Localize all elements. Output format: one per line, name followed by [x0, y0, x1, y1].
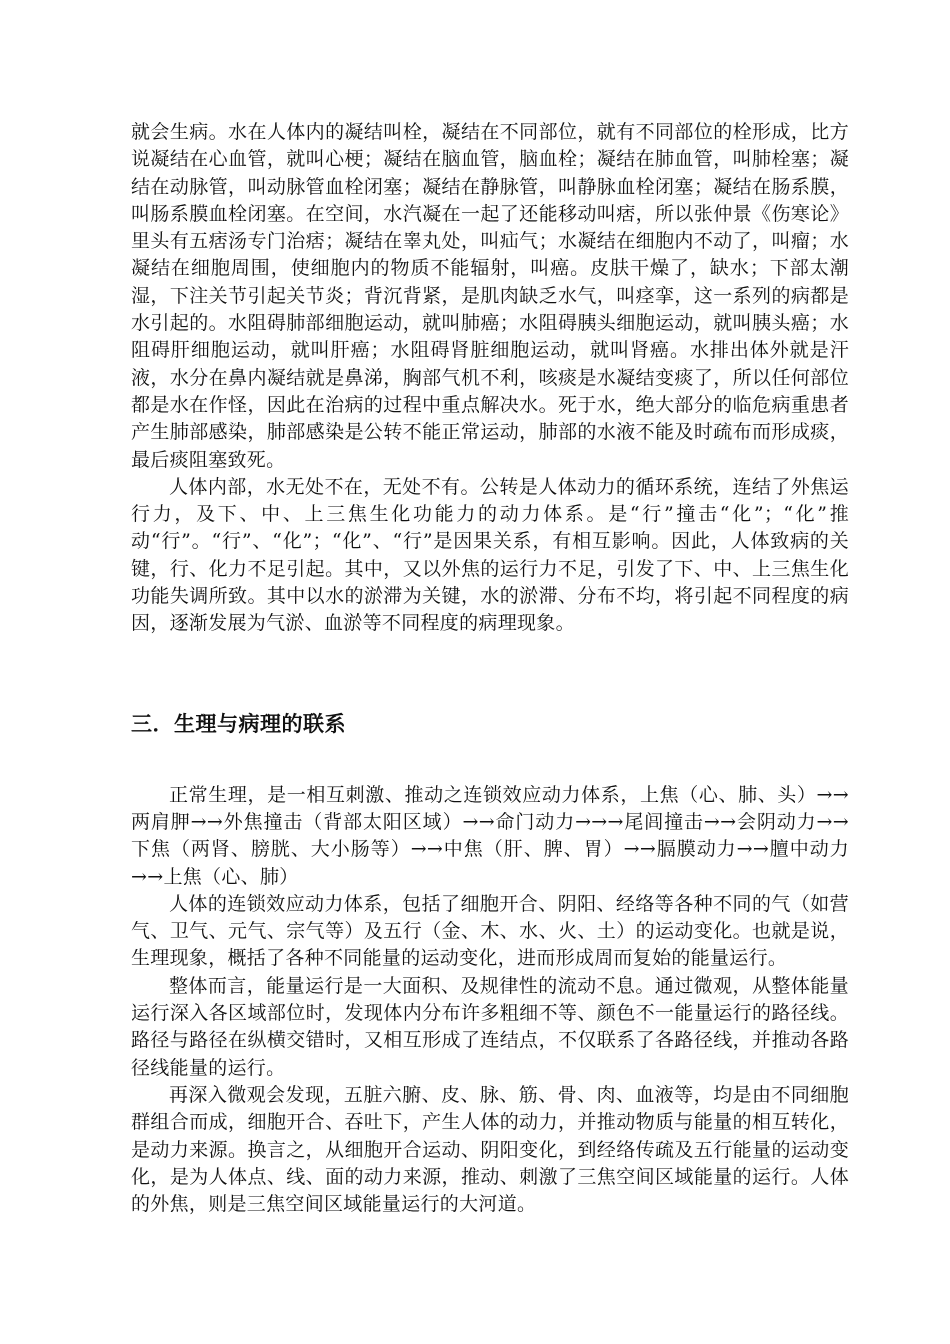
section-three-body: [131, 782, 849, 1219]
section-heading: 三．生理与病理的联系: [131, 711, 346, 736]
paragraph-internal-water: 人体内部，水无处不在，无处不有。公转是人体动力的循环系统，连结了外焦运行力，及下、中、上三焦生化功能力的动力体系。是“行”撞击“化”；“化”推动“行”。“行”、“化”；“化”、“行”是因果关系，有相互影响。因此，人体致病的关键，行、化力不足引起。其中，又以外焦的运行力不足，引发了下、中、上三焦生化功能失调所致。其中以水的淤滞为关键，水的淤滞、分布不均，将引起不同程度的病因，逐渐发展为气淤、血淤等不同程度的病理现象。: [131, 475, 849, 635]
paragraph-microscopic-view: 再深入微观会发现，五脏六腑、皮、脉、筋、骨、肉、血液等，均是由不同细胞群组合而成，细胞开合、吞吐下，产生人体的动力，并推动物质与能量的相互转化，是动力来源。换言之，从细胞开合运动、阴阳变化，到经络传疏及五行能量的运动变化，是为人体点、线、面的动力来源，推动、刺激了三焦空间区域能量的运行。人体的外焦，则是三焦空间区域能量运行的大河道。: [131, 1083, 849, 1216]
paragraph-chain-dynamics: 人体的连锁效应动力体系，包括了细胞开合、阴阳、经络等各种不同的气（如营气、卫气、元气、宗气等）及五行（金、木、水、火、土）的运动变化。也就是说，生理现象，概括了各种不同能量的运动变化，进而形成周而复始的能量运行。: [131, 892, 849, 970]
document-page: [131, 119, 849, 1218]
paragraph-normal-physiology: 正常生理，是一相互刺激、推动之连锁效应动力体系，上焦（心、肺、头）→→两肩胛→→外焦撞击（背部太阳区域）→→命门动力→→→尾闾撞击→→会阴动力→→下焦（两肾、膀胱、大小肠等）→→中焦（肝、脾、胃）→→膈膜动力→→膻中动力→→上焦（心、肺）: [131, 783, 849, 888]
paragraph-water-diseases: 就会生病。水在人体内的凝结叫栓，凝结在不同部位，就有不同部位的栓形成，比方说凝结在心血管，就叫心梗；凝结在脑血管，脑血栓；凝结在肺血管，叫肺栓塞；凝结在动脉管，叫动脉管血栓闭塞；凝结在静脉管，叫静脉血栓闭塞；凝结在肠系膜，叫肠系膜血栓闭塞。在空间，水汽凝在一起了还能移动叫痞，所以张仲景《伤寒论》里头有五痞汤专门治痞；凝结在睾丸处，叫疝气；水凝结在细胞内不动了，叫瘤；水凝结在细胞周围，使细胞内的物质不能辐射，叫癌。皮肤干燥了，缺水；下部太潮湿，下注关节引起关节炎；背沉背紧，是肌肉缺乏水气，叫痉挛，这一系列的病都是水引起的。水阻碍肺部细胞运动，就叫肺癌；水阻碍胰头细胞运动，就叫胰头癌；水阻碍肝细胞运动，就叫肝癌；水阻碍肾脏细胞运动，就叫肾癌。水排出体外就是汗液，水分在鼻内凝结就是鼻涕，胸部气机不利，咳痰是水凝结变痰了，所以任何部位都是水在作怪，因此在治病的过程中重点解决水。死于水，绝大部分的临危病重患者产生肺部感染，肺部感染是公转不能正常运动，肺部的水液不能及时疏布而形成痰，最后痰阻塞致死。: [131, 121, 849, 471]
paragraph-energy-flow: 整体而言，能量运行是一大面积、及规律性的流动不息。通过微观，从整体能量运行深入各区域部位时，发现体内分布许多粗细不等、颜色不一能量运行的路径线。路径与路径在纵横交错时，又相互形成了连结点，不仅联系了各路径线，并推动各路径线能量的运行。: [131, 974, 849, 1079]
